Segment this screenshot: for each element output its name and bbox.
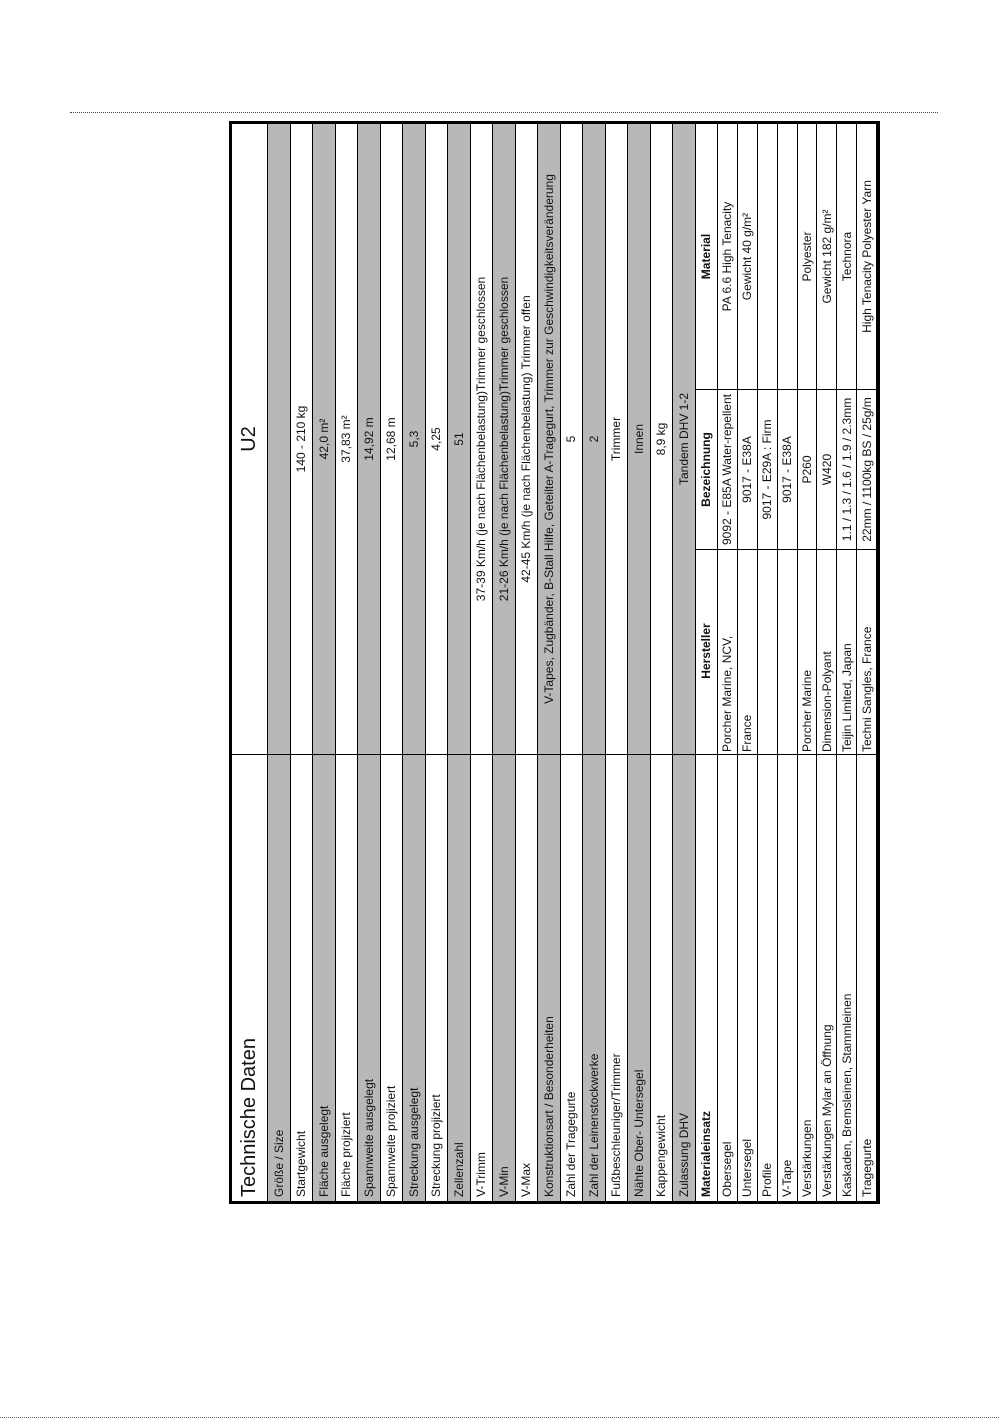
spec-value: 51 [451,432,466,446]
bottom-dotted-rule [0,1417,999,1418]
material-label: Profile [758,754,777,1201]
model-name: U2 [238,426,260,452]
material-material [778,124,797,390]
material-row [758,124,778,1201]
spec-row [493,124,516,1201]
spec-label: Zulassung DHV [673,754,695,1201]
material-row [817,124,837,1201]
spec-label: Konstruktionsart / Besonderheiten [538,754,560,1201]
material-hersteller: Techni Sangles, France [859,626,874,752]
spec-label: Spannweite projiziert [381,754,403,1201]
spec-value: 37,83 m² [339,415,354,463]
material-header: Material [696,124,718,390]
material-bezeichnung: 9092 - E85A Water-repellent [718,390,737,550]
spec-label: Fläche projiziert [336,754,358,1201]
material-material [758,124,777,390]
material-material: PA 6.6 High Tenacity [718,124,737,390]
material-label: Verstärkungen [798,754,817,1201]
material-label: Untersegel [738,754,757,1201]
material-bezeichnung: 9017 - E29A : Firm [758,390,777,550]
materials-header-row [696,124,719,1201]
table-header-row [232,124,268,1201]
spec-label: Fußbeschleuniger/Trimmer [606,754,628,1201]
spec-value: 5,3 [406,430,421,448]
material-label: Verstärkungen Mylar an Öffnung [817,754,836,1201]
material-material: Technora [837,124,856,390]
material-row [857,124,877,1201]
spec-label: V-Min [493,754,515,1201]
material-material: Gewicht 40 g/m² [738,124,757,390]
spec-value: 14,92 m [361,417,376,461]
spec-value: 140 - 210 kg [294,405,309,473]
material-material: Polyester [798,124,817,390]
spec-row [381,124,404,1201]
spec-value: 12,68 m [384,417,399,461]
spec-value: V-Tapes, Zugbänder, B-Stall Hilfe, Geteilter A-Tragegurt, Trimmer zur Geschwindigkeitsveränderung [541,174,556,704]
spec-row [673,124,696,1201]
spec-value: 21-26 Km/h (je nach Flächenbelastung)Trimmer geschlossen [496,276,511,602]
material-row [837,124,857,1201]
spec-value: Trimmer [609,416,624,462]
spec-row [313,124,336,1201]
spec-row [538,124,561,1201]
material-label: V-Tape [778,754,797,1201]
spec-row [471,124,494,1201]
spec-value: Tandem DHV 1-2 [676,392,691,486]
material-row [798,124,818,1201]
material-hersteller [758,550,777,754]
spec-row [628,124,651,1201]
material-hersteller: Dimension-Polyant [819,651,834,752]
spec-value: 2 [586,435,601,443]
spec-row [448,124,471,1201]
spec-row [606,124,629,1201]
spec-label: V-Trimm [471,754,493,1201]
spec-label: Fläche ausgelegt [313,754,335,1201]
spec-row [651,124,674,1201]
material-bezeichnung: P260 [798,390,817,550]
spec-label: Zellenzahl [448,754,470,1201]
material-material: High Tenacity Polyester Yarn [857,124,876,390]
spec-row [358,124,381,1201]
material-bezeichnung: 9017 - E38A [778,390,797,550]
spec-value: Innen [631,423,646,455]
spec-value: 4,25 [429,427,444,451]
spec-label: Kappengewicht [651,754,673,1201]
technical-data-table [229,121,880,1204]
spec-value: 8,9 kg [654,422,669,456]
material-material: Gewicht 182 g/m² [817,124,836,390]
spec-label: Zahl der Leinenstockwerke [583,754,605,1201]
spec-label: Streckung ausgelegt [403,754,425,1201]
material-hersteller [778,550,797,754]
spec-label: Startgewicht [291,754,313,1201]
spec-row [403,124,426,1201]
material-row [718,124,738,1201]
material-bezeichnung: W420 [817,390,836,550]
spec-label: Zahl der Tragegurte [561,754,583,1201]
table-title: Technische Daten [232,754,267,1201]
spec-row [426,124,449,1201]
material-hersteller: France [740,714,755,752]
material-label: Obersegel [718,754,737,1201]
spec-label: Spannweite ausgelegt [358,754,380,1201]
spec-row [583,124,606,1201]
material-hersteller: Porcher Marine, NCV, [720,635,735,752]
spec-row [268,124,291,1201]
technical-data-sheet [229,121,880,1204]
spec-value: 37-39 Km/h (je nach Flächenbelastung)Trimmer geschlossen [474,276,489,602]
top-dotted-rule [70,112,938,113]
material-row [738,124,758,1201]
spec-value: 42-45 Km/h (je nach Flächenbelastung) Trimmer offen [519,295,534,583]
material-hersteller: Teijin Limited, Japan [839,643,854,752]
spec-label: Nähte Ober- Untersegel [628,754,650,1201]
material-bezeichnung: 9017 - E38A [738,390,757,550]
material-label: Kaskaden, Bremsleinen, Stammleinen [837,754,856,1201]
material-hersteller: Porcher Marine [799,669,814,752]
spec-label: Größe / Size [268,754,290,1201]
material-bezeichnung: 1.1 / 1.3 / 1.6 / 1.9 / 2.3mm [837,390,856,550]
hersteller-header: Hersteller [699,623,714,679]
spec-value [268,124,290,754]
spec-row [291,124,314,1201]
spec-row [336,124,359,1201]
material-label: Tragegurte [857,754,876,1201]
material-bezeichnung: 22mm / 1100kg BS / 25g/m [857,390,876,550]
bezeichnung-header: Bezeichnung [696,390,718,550]
spec-value: 42,0 m² [316,418,331,460]
spec-row [516,124,539,1201]
materials-label: Materialeinsatz [696,754,718,1201]
spec-row [561,124,584,1201]
spec-label: V-Max [516,754,538,1201]
spec-value: 5 [564,435,579,443]
material-row [778,124,798,1201]
spec-label: Streckung projiziert [426,754,448,1201]
